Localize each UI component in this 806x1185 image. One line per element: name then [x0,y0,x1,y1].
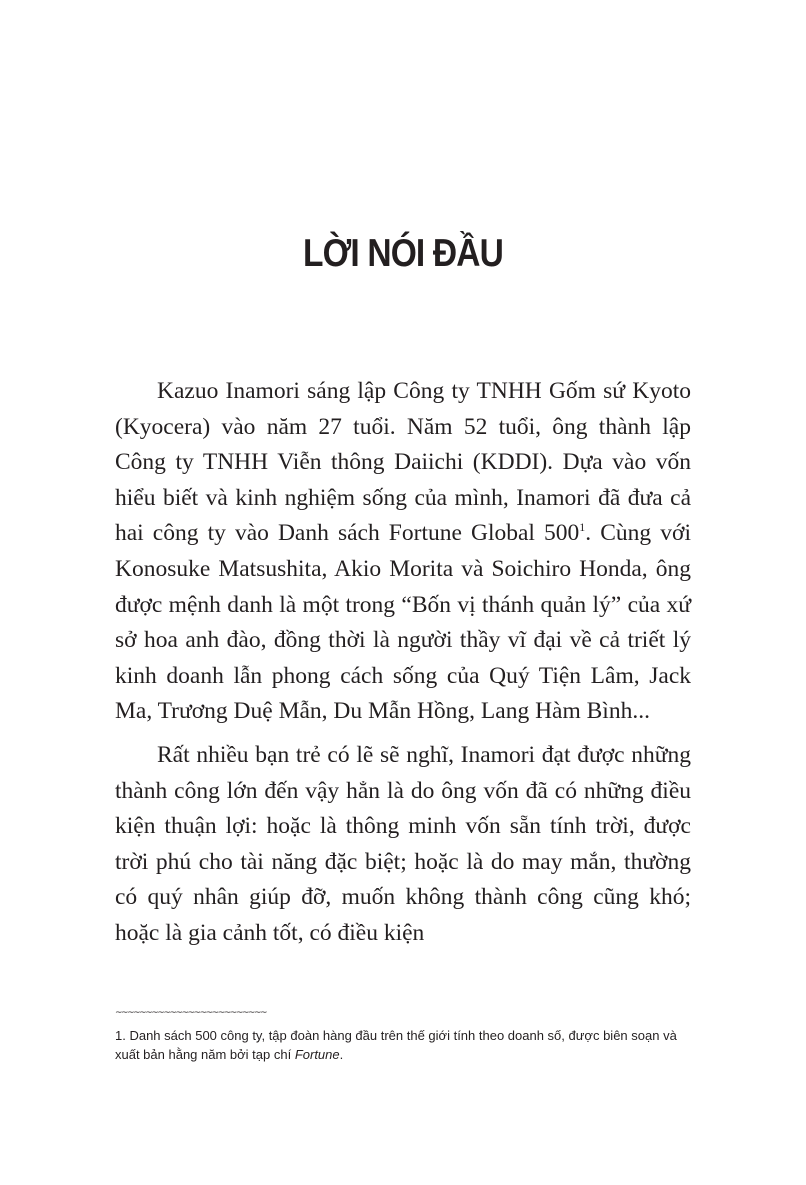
footnote-text: 1. Danh sách 500 công ty, tập đoàn hàng đầu trên thế giới tính theo doanh số, được biên soạn và xuất bản hằng năm bởi tạp chí [115,1028,677,1062]
body-text [115,374,691,952]
paragraph-1 [115,374,691,730]
footnote [115,1026,695,1064]
paragraph-1-text-continued: . Cùng với Konosuke Matsushita, Akio Morita và Soichiro Honda, ông được mệnh danh là một trong “Bốn vị thánh quản lý” của xứ sở hoa anh đào, đồng thời là người thầy vĩ đại về cả triết lý kinh doanh lẫn phong cách sống của Quý Tiện Lâm, Jack Ma, Trương Duệ Mẫn, Du Mẫn Hồng, Lang Hàm Bình... [115,520,691,725]
paragraph-1-text: Kazuo Inamori sáng lập Công ty TNHH Gốm sứ Kyoto (Kyocera) vào năm 27 tuổi. Năm 52 tuổi, ông thành lập Công ty TNHH Viễn thông Daiichi (KDDI). Dựa vào vốn hiểu biết và kinh nghiệm sống của mình, Inamori đã đưa cả hai công ty vào Danh sách Fortune Global 500 [115,378,691,547]
footnote-reference: 1 [579,520,586,535]
footnote-separator: ~~~~~~~~~~~~~~~~~~~~~~~~~ [115,1008,267,1018]
footnote-text-end: . [339,1047,344,1062]
chapter-title: LỜI NÓI ĐẦU [303,232,503,275]
paragraph-2: Rất nhiều bạn trẻ có lẽ sẽ nghĩ, Inamori đạt được những thành công lớn đến vậy hẳn là do ông vốn đã có những điều kiện thuận lợi: hoặc là thông minh vốn sẵn tính trời, được trời phú cho tài năng đặc biệt; hoặc là do may mắn, thường có quý nhân giúp đỡ, muốn không thành công cũng khó; hoặc là gia cảnh tốt, có điều kiện [115,741,691,946]
footnote-italic-title: Fortune [294,1047,340,1062]
